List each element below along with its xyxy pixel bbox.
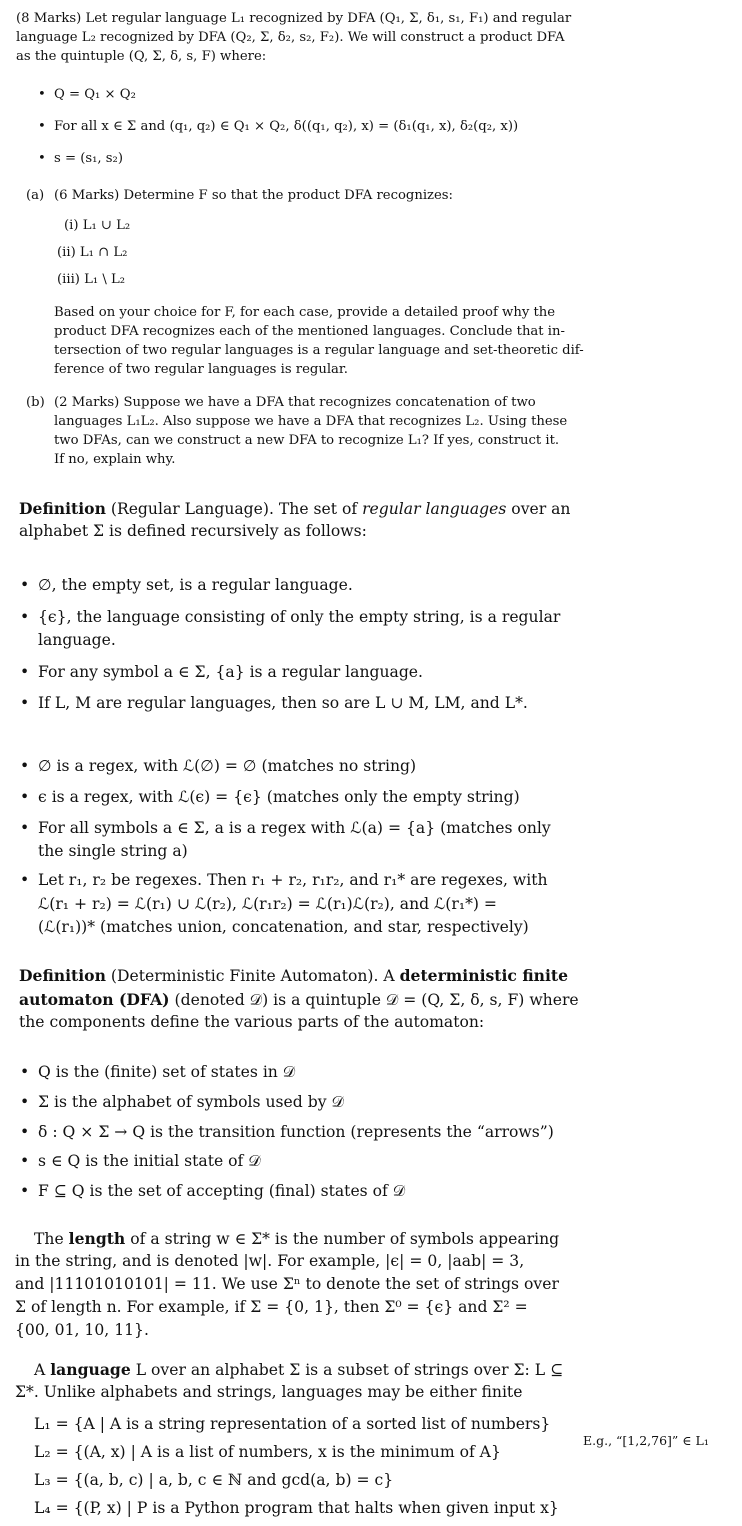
dfa-bullet-initial: s ∈ Q is the initial state of 𝒟 xyxy=(38,1152,261,1170)
bullet-dot: • xyxy=(20,694,30,712)
part-a-proof-line-3: tersection of two regular languages is a regular language and set-theoretic dif- xyxy=(54,343,584,358)
side-note: E.g., “[1,2,76]” ∈ L₁ xyxy=(583,1433,709,1448)
dfa-bullet-states: Q is the (finite) set of states in 𝒟 xyxy=(38,1063,296,1081)
bullet-dot: • xyxy=(38,119,46,134)
regular-bullet-empty-set: ∅, the empty set, is a regular language. xyxy=(38,576,353,594)
part-b-line-4: If no, explain why. xyxy=(54,452,176,467)
regular-language-definition-line-1: Definition (Regular Language). The set of regular languages over an xyxy=(19,499,571,518)
part-a-label: (a) xyxy=(26,188,45,203)
regular-bullet-epsilon-line-2: language. xyxy=(38,631,116,649)
dfa-definition-line-1: Definition (Deterministic Finite Automaton). A deterministic finite xyxy=(19,966,569,985)
definitions xyxy=(0,475,742,1526)
example-language-l3: L₃ = {(a, b, c) | a, b, c ∈ ℕ and gcd(a, b) = c} xyxy=(34,1471,394,1489)
example-language-l2: L₂ = {(A, x) | A is a list of numbers, x is the minimum of A} xyxy=(34,1443,501,1461)
regex-bullet-epsilon: ϵ is a regex, with ℒ(ϵ) = {ϵ} (matches only the empty string) xyxy=(38,788,520,806)
regex-bullet-empty: ∅ is a regex, with ℒ(∅) = ∅ (matches no string) xyxy=(38,757,417,775)
part-a-item-1: (i) L₁ ∪ L₂ xyxy=(64,218,131,233)
part-b-line-3: two DFAs, can we construct a new DFA to recognize L₁? If yes, construct it. xyxy=(54,433,560,448)
problem-statement xyxy=(0,0,742,475)
regex-bullet-compose-line-3: (ℒ(r₁))* (matches union, concatenation, and star, respectively) xyxy=(38,918,529,936)
regular-language-definition-line-2: alphabet Σ is defined recursively as follows: xyxy=(19,522,367,540)
problem-intro-line-2: language L₂ recognized by DFA (Q₂, Σ, δ₂, s₂, F₂). We will construct a product DFA xyxy=(16,30,565,45)
definition-term: Definition xyxy=(19,499,106,518)
part-a-proof-line-2: product DFA recognizes each of the mentioned languages. Conclude that in- xyxy=(54,324,565,339)
bullet-dot: • xyxy=(20,819,30,837)
regular-bullet-epsilon-line-1: {ϵ}, the language consisting of only the empty string, is a regular xyxy=(38,608,561,626)
regex-bullet-symbol-line-1: For all symbols a ∈ Σ, a is a regex with ℒ(a) = {a} (matches only xyxy=(38,819,551,837)
regex-bullet-symbol-line-2: the single string a) xyxy=(38,842,188,860)
bullet-dot: • xyxy=(20,663,30,681)
part-b-line-1: (2 Marks) Suppose we have a DFA that recognizes concatenation of two xyxy=(54,395,536,410)
part-b-line-2: languages L₁L₂. Also suppose we have a DFA that recognizes L₂. Using these xyxy=(54,414,568,429)
language-paragraph-line-2: Σ*. Unlike alphabets and strings, languages may be either finite xyxy=(15,1383,523,1401)
problem-intro-line-3: as the quintuple (Q, Σ, δ, s, F) where: xyxy=(16,49,267,64)
part-a-proof-line-4: ference of two regular languages is regular. xyxy=(54,362,348,377)
bullet-dot: • xyxy=(20,608,30,626)
bullet-dot: • xyxy=(20,1093,30,1111)
dfa-bullet-transition: δ : Q × Σ → Q is the transition function (represents the “arrows”) xyxy=(38,1123,554,1141)
regular-bullet-symbol: For any symbol a ∈ Σ, {a} is a regular language. xyxy=(38,663,423,681)
dfa-definition-line-3: the components define the various parts of the automaton: xyxy=(19,1013,485,1031)
length-paragraph-line-2: in the string, and is denoted |w|. For example, |ϵ| = 0, |aab| = 3, xyxy=(15,1252,525,1270)
part-b-label: (b) xyxy=(26,395,45,410)
length-paragraph-line-1: The length of a string w ∈ Σ* is the number of symbols appearing xyxy=(34,1229,560,1248)
bullet-dot: • xyxy=(38,87,46,102)
part-a-proof-line-1: Based on your choice for F, for each case, provide a detailed proof why the xyxy=(54,305,556,320)
example-language-l4: L₄ = {(P, x) | P is a Python program that halts when given input x} xyxy=(34,1499,559,1517)
length-paragraph-line-4: Σ of length n. For example, if Σ = {0, 1}, then Σ⁰ = {ϵ} and Σ² = xyxy=(15,1298,528,1316)
regex-bullet-compose-line-1: Let r₁, r₂ be regexes. Then r₁ + r₂, r₁r₂, and r₁* are regexes, with xyxy=(38,871,548,889)
dfa-definition-line-2: automaton (DFA) (denoted 𝒟) is a quintuple 𝒟 = (Q, Σ, δ, s, F) where xyxy=(19,990,579,1009)
product-states-item: Q = Q₁ × Q₂ xyxy=(54,87,136,102)
problem-intro-line-1: (8 Marks) Let regular language L₁ recognized by DFA (Q₁, Σ, δ₁, s₁, F₁) and regular xyxy=(16,11,572,26)
bullet-dot: • xyxy=(20,788,30,806)
bullet-dot: • xyxy=(20,1123,30,1141)
bullet-dot: • xyxy=(38,151,46,166)
dfa-bullet-alphabet: Σ is the alphabet of symbols used by 𝒟 xyxy=(38,1093,344,1111)
product-transition-item: For all x ∈ Σ and (q₁, q₂) ∈ Q₁ × Q₂, δ((q₁, q₂), x) = (δ₁(q₁, x), δ₂(q₂, x)) xyxy=(54,119,519,134)
bullet-dot: • xyxy=(20,1063,30,1081)
part-a-text: (6 Marks) Determine F so that the product DFA recognizes: xyxy=(54,188,454,203)
length-paragraph-line-3: and |11101010101| = 11. We use Σⁿ to denote the set of strings over xyxy=(15,1275,559,1293)
dfa-bullet-accepting: F ⊆ Q is the set of accepting (final) states of 𝒟 xyxy=(38,1182,406,1200)
length-paragraph-line-5: {00, 01, 10, 11}. xyxy=(15,1321,149,1339)
bullet-dot: • xyxy=(20,871,30,889)
regular-bullet-closure: If L, M are regular languages, then so are L ∪ M, LM, and L*. xyxy=(38,694,528,712)
bullet-dot: • xyxy=(20,1182,30,1200)
bullet-dot: • xyxy=(20,757,30,775)
bullet-dot: • xyxy=(20,576,30,594)
example-language-l1: L₁ = {A | A is a string representation of a sorted list of numbers} xyxy=(34,1415,551,1433)
product-start-item: s = (s₁, s₂) xyxy=(54,151,123,166)
language-paragraph-line-1: A language L over an alphabet Σ is a subset of strings over Σ: L ⊆ xyxy=(34,1360,564,1379)
bullet-dot: • xyxy=(20,1152,30,1170)
part-a-item-2: (ii) L₁ ∩ L₂ xyxy=(57,245,128,260)
part-a-item-3: (iii) L₁ \ L₂ xyxy=(57,272,126,287)
regex-bullet-compose-line-2: ℒ(r₁ + r₂) = ℒ(r₁) ∪ ℒ(r₂), ℒ(r₁r₂) = ℒ(r₁)ℒ(r₂), and ℒ(r₁*) = xyxy=(38,895,497,913)
